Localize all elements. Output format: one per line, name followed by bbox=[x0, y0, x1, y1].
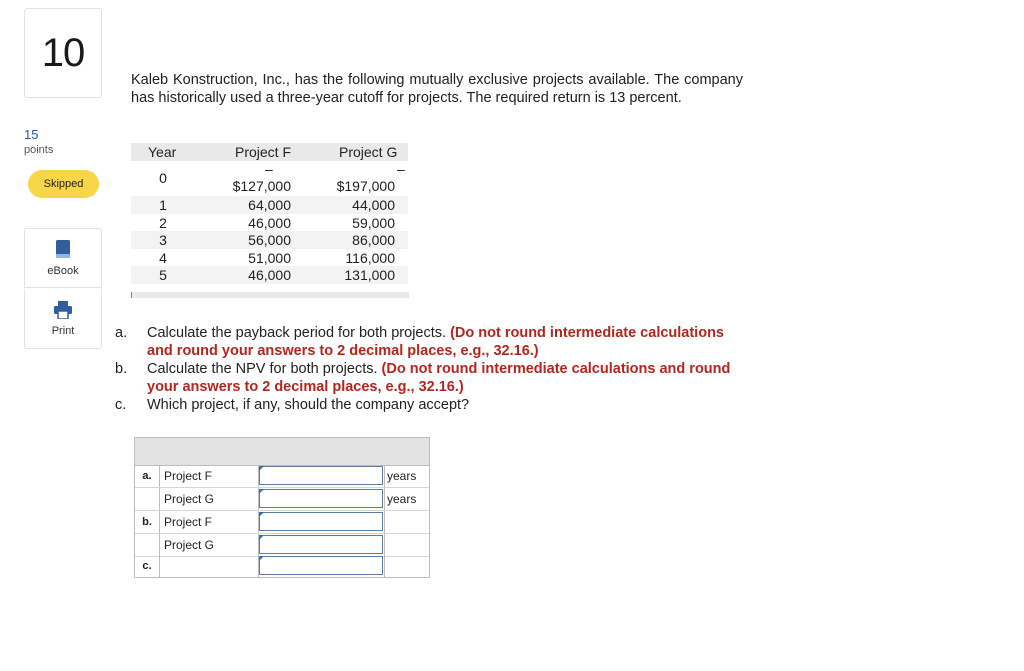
projects-table-header bbox=[131, 143, 408, 161]
row-name: Project G bbox=[160, 534, 259, 556]
book-icon bbox=[55, 239, 71, 259]
answer-row-a-project-g bbox=[135, 488, 429, 511]
answer-row-a-project-f bbox=[135, 465, 429, 488]
question-prompt: Kaleb Konstruction, Inc., has the following mutually exclusive projects available. The company has historically used a three-year cutoff for projects. The required return is 13 percent. bbox=[131, 72, 743, 106]
npv-project-f-input[interactable] bbox=[259, 512, 383, 531]
project-f-cell: 56,000 bbox=[248, 232, 291, 248]
instruction-c-label: c. bbox=[115, 397, 127, 413]
instruction-b bbox=[115, 360, 743, 396]
year-cell: 0 bbox=[159, 170, 167, 186]
accept-project-select[interactable] bbox=[259, 556, 383, 575]
instruction-a-label: a. bbox=[115, 325, 128, 341]
unit-label bbox=[384, 555, 429, 577]
header-project-f: Project F bbox=[235, 144, 292, 160]
answer-row-b-project-f bbox=[135, 511, 429, 534]
points-value: 15 bbox=[24, 127, 39, 142]
instruction-a-note: (Do not round intermediate calculations and round your answers to 2 decimal places, e.g., 32.16.) bbox=[147, 325, 724, 359]
print-label: Print bbox=[51, 324, 75, 337]
row0-g-minus: – bbox=[397, 161, 405, 177]
header-year: Year bbox=[148, 144, 177, 160]
table-row bbox=[131, 249, 408, 267]
project-f-cell: 51,000 bbox=[248, 250, 291, 266]
table-row bbox=[131, 214, 408, 232]
row-label: a. bbox=[135, 465, 160, 487]
instruction-c bbox=[115, 396, 743, 414]
ebook-label: eBook bbox=[47, 265, 79, 277]
row-label: b. bbox=[135, 511, 160, 533]
instruction-a bbox=[115, 324, 743, 360]
year-cell: 4 bbox=[159, 250, 167, 266]
npv-project-g-input[interactable] bbox=[259, 535, 383, 554]
projects-table-footer bbox=[131, 292, 409, 298]
unit-label: years bbox=[384, 488, 429, 510]
skipped-badge[interactable]: Skipped bbox=[28, 170, 99, 198]
question-number-box bbox=[24, 8, 102, 98]
input-flag-icon bbox=[259, 556, 264, 561]
row-name: Project F bbox=[160, 465, 259, 487]
row-name: Project G bbox=[160, 488, 259, 510]
unit-label bbox=[384, 511, 429, 533]
row-label bbox=[135, 488, 160, 510]
year-cell: 5 bbox=[159, 267, 167, 283]
unit-label bbox=[384, 534, 429, 556]
instruction-a-text: Calculate the payback period for both projects. bbox=[147, 325, 447, 341]
year-cell: 3 bbox=[159, 232, 167, 248]
table-row bbox=[131, 196, 408, 214]
instruction-b-text: Calculate the NPV for both projects. bbox=[147, 361, 378, 377]
payback-project-g-input[interactable] bbox=[259, 489, 383, 508]
row-label: c. bbox=[135, 555, 160, 577]
row0-f-minus: – bbox=[265, 161, 273, 177]
project-f-cell: 64,000 bbox=[248, 197, 291, 213]
print-button[interactable] bbox=[24, 289, 102, 349]
ebook-button[interactable] bbox=[24, 228, 102, 288]
unit-label: years bbox=[384, 465, 429, 487]
project-g-cell: 131,000 bbox=[344, 267, 395, 283]
row-label bbox=[135, 534, 160, 556]
answer-row-c bbox=[135, 555, 429, 577]
project-g-cell: 86,000 bbox=[352, 232, 395, 248]
answer-row-b-project-g bbox=[135, 534, 429, 557]
instruction-b-note: (Do not round intermediate calculations and round your answers to 2 decimal places, e.g., 32.16.) bbox=[147, 361, 731, 395]
instruction-b-label: b. bbox=[115, 361, 128, 377]
year-cell: 1 bbox=[159, 197, 167, 213]
project-f-cell: 46,000 bbox=[248, 267, 291, 283]
table-row bbox=[131, 177, 408, 195]
project-g-cell: $197,000 bbox=[336, 178, 395, 194]
input-flag-icon bbox=[259, 535, 264, 540]
input-flag-icon bbox=[259, 512, 264, 517]
input-flag-icon bbox=[259, 466, 264, 471]
year-cell: 2 bbox=[159, 215, 167, 231]
row-name: Project F bbox=[160, 511, 259, 533]
instructions bbox=[115, 324, 743, 414]
row-name bbox=[160, 555, 259, 577]
project-g-cell: 44,000 bbox=[352, 197, 395, 213]
project-f-cell: $127,000 bbox=[232, 178, 291, 194]
printer-icon bbox=[53, 301, 73, 319]
header-project-g: Project G bbox=[339, 144, 398, 160]
project-g-cell: 116,000 bbox=[345, 250, 395, 266]
project-f-cell: 46,000 bbox=[248, 215, 291, 231]
payback-project-f-input[interactable] bbox=[259, 466, 383, 485]
question-number: 10 bbox=[41, 30, 85, 75]
instruction-c-text: Which project, if any, should the company accept? bbox=[147, 397, 470, 413]
table-row bbox=[131, 231, 408, 249]
input-flag-icon bbox=[259, 489, 264, 494]
answer-table bbox=[134, 437, 430, 578]
answer-table-header bbox=[135, 438, 429, 466]
project-g-cell: 59,000 bbox=[352, 215, 395, 231]
table-row bbox=[131, 266, 408, 284]
points-label: points bbox=[24, 144, 54, 156]
